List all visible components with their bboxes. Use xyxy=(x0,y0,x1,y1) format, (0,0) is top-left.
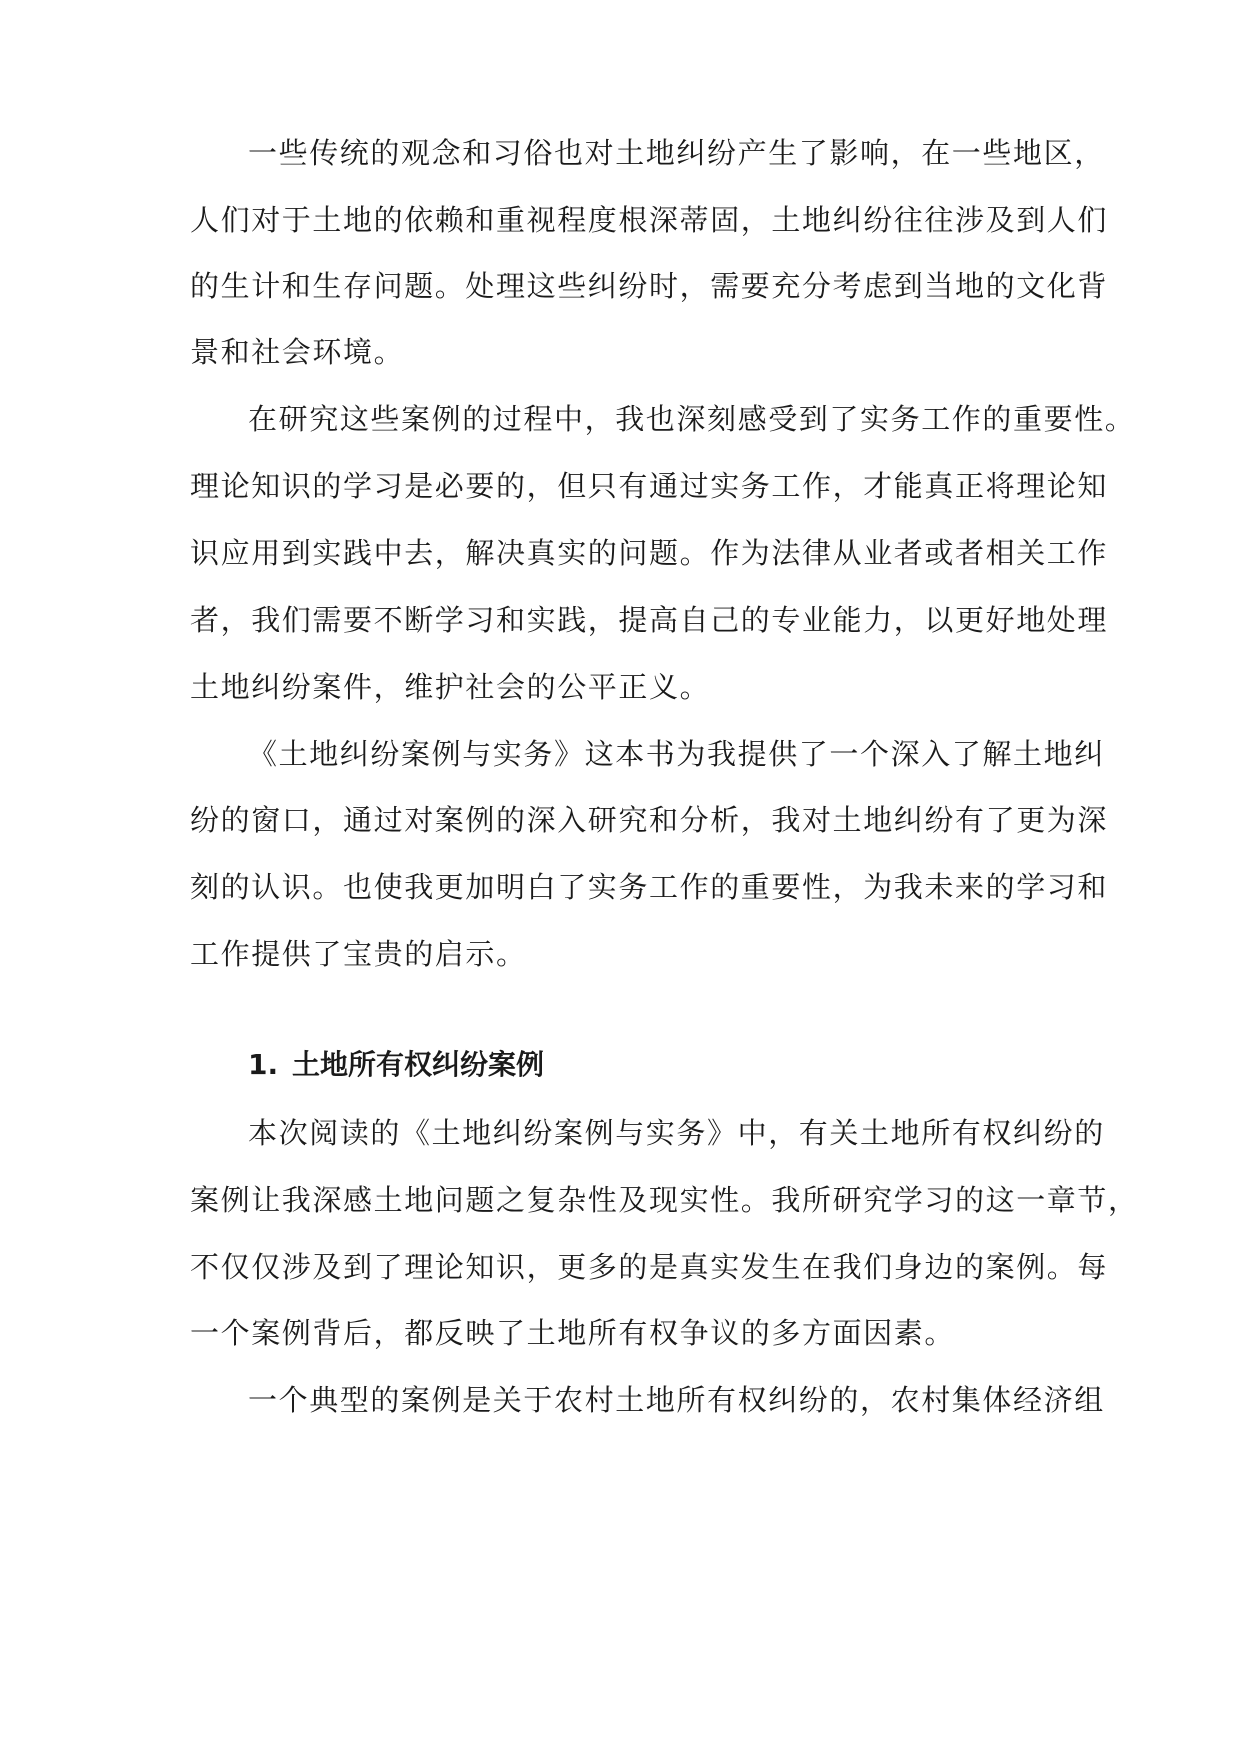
paragraph-line: 在研究这些案例的过程中，我也深刻感受到了实务工作的重要性。 xyxy=(248,402,1136,436)
paragraph-line: 土地纠纷案件，维护社会的公平正义。 xyxy=(190,670,711,704)
section-heading xyxy=(248,1045,544,1085)
paragraph-line: 识应用到实践中去，解决真实的问题。作为法律从业者或者相关工作 xyxy=(190,536,1109,570)
paragraph-line: 一个案例背后，都反映了土地所有权争议的多方面因素。 xyxy=(190,1316,956,1350)
paragraph-line: 工作提供了宝贵的启示。 xyxy=(190,937,527,971)
paragraph-line: 人们对于土地的依赖和重视程度根深蒂固，土地纠纷往往涉及到人们 xyxy=(190,203,1109,237)
paragraph-line: 一个典型的案例是关于农村土地所有权纠纷的，农村集体经济组 xyxy=(248,1383,1105,1417)
paragraph-line: 景和社会环境。 xyxy=(190,335,405,369)
paragraph-line: 案例让我深感土地问题之复杂性及现实性。我所研究学习的这一章节， xyxy=(190,1183,1139,1217)
paragraph-line: 不仅仅涉及到了理论知识，更多的是真实发生在我们身边的案例。每 xyxy=(190,1250,1109,1284)
paragraph-line: 本次阅读的《土地纠纷案例与实务》中，有关土地所有权纠纷的 xyxy=(248,1116,1105,1150)
paragraph-line: 《土地纠纷案例与实务》这本书为我提供了一个深入了解土地纠 xyxy=(248,737,1105,771)
paragraph-line: 者，我们需要不断学习和实践，提高自己的专业能力，以更好地处理 xyxy=(190,603,1109,637)
paragraph-line: 一些传统的观念和习俗也对土地纠纷产生了影响，在一些地区， xyxy=(248,136,1105,170)
paragraph-line: 的生计和生存问题。处理这些纠纷时，需要充分考虑到当地的文化背 xyxy=(190,269,1109,303)
paragraph-line: 刻的认识。也使我更加明白了实务工作的重要性，为我未来的学习和 xyxy=(190,870,1109,904)
section-number: 1. xyxy=(248,1048,279,1081)
section-title: 土地所有权纠纷案例 xyxy=(292,1048,545,1081)
paragraph-line: 理论知识的学习是必要的，但只有通过实务工作，才能真正将理论知 xyxy=(190,469,1109,503)
paragraph-line: 纷的窗口，通过对案例的深入研究和分析，我对土地纠纷有了更为深 xyxy=(190,803,1109,837)
